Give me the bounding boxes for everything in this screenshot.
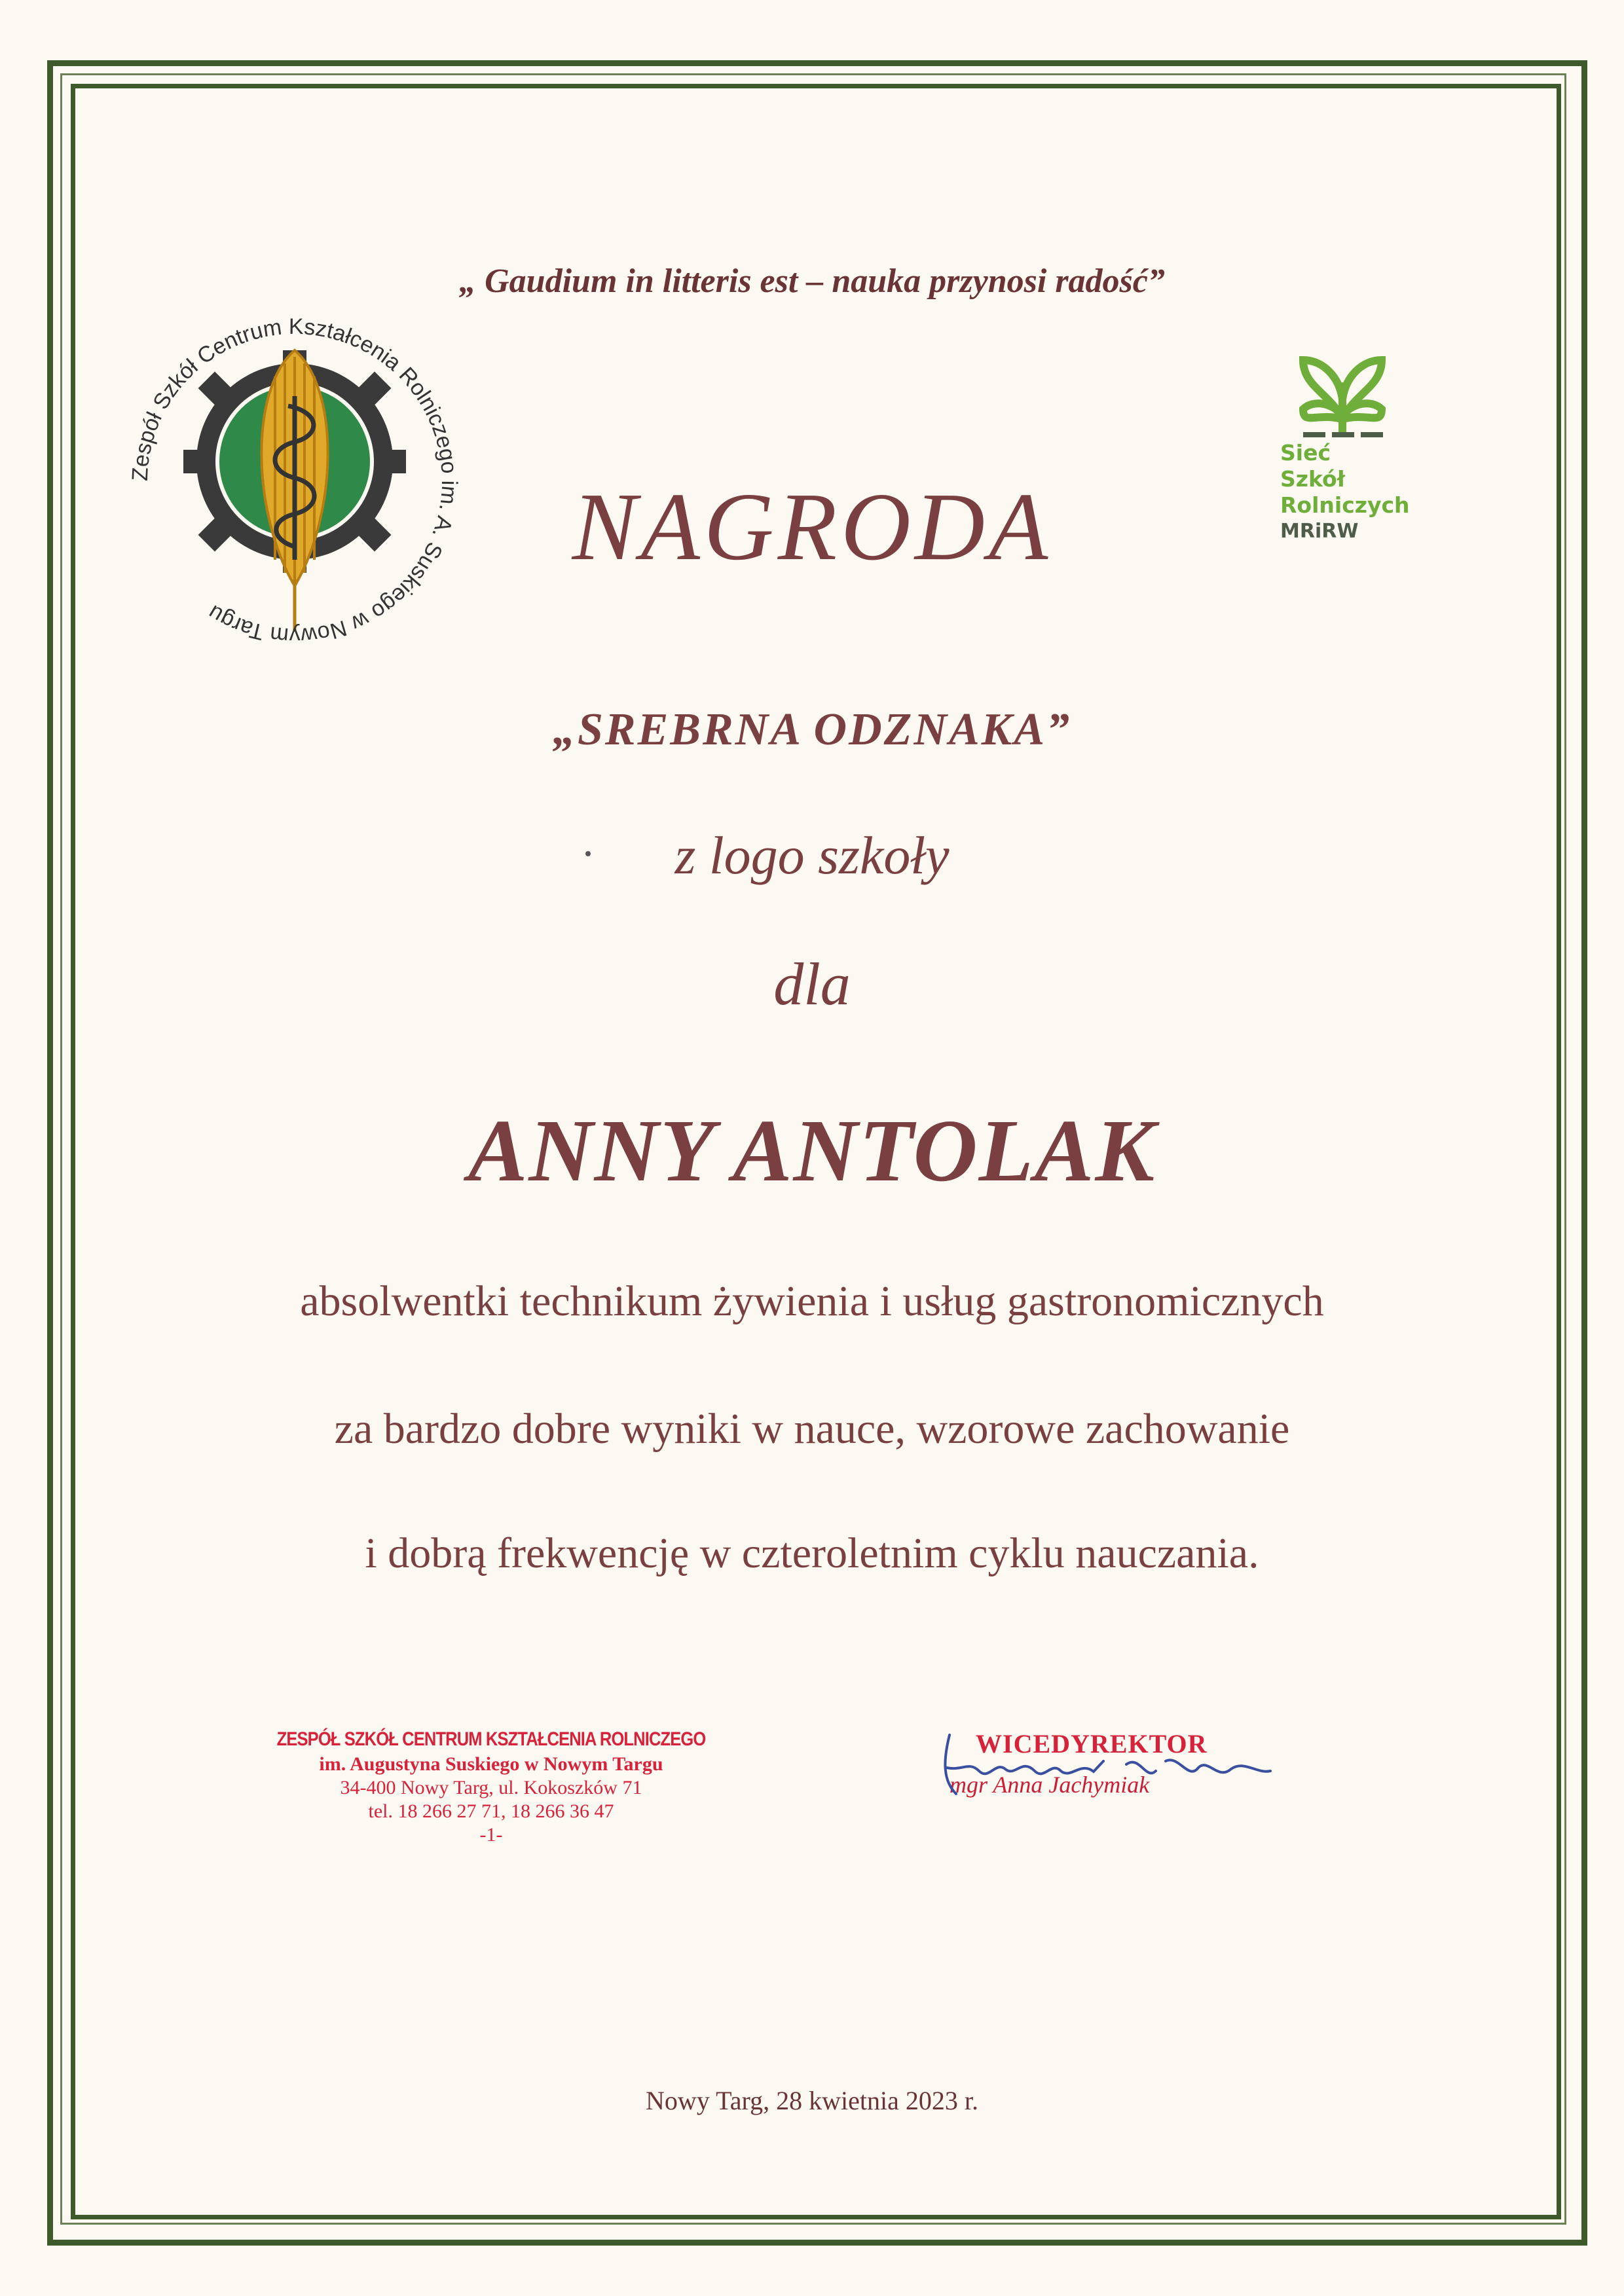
stamp-line-2: im. Augustyna Suskiego w Nowym Targu	[319, 1753, 663, 1775]
recipient-name: ANNY ANTOLAK	[468, 1102, 1156, 1200]
description-line-3: i dobrą frekwencję w czteroletnim cyklu nauczania.	[365, 1529, 1259, 1577]
signatory-role: WICEDYREKTOR	[976, 1729, 1208, 1758]
with-logo-text: z logo szkoły	[674, 826, 950, 885]
motto: „ Gaudium in litteris est – nauka przynosi radość”	[459, 263, 1165, 300]
stamp-line-4: tel. 18 266 27 71, 18 266 36 47	[368, 1800, 614, 1822]
signatory-name: mgr Anna Jachymiak	[950, 1772, 1150, 1798]
award-name: „SREBRNA ODZNAKA”	[552, 704, 1072, 755]
for-word: dla	[773, 951, 851, 1017]
network-logo-line2: Szkół	[1280, 466, 1345, 492]
description-line-1: absolwentki technikum żywienia i usług gastronomicznych	[300, 1277, 1324, 1325]
seal-ring-text: Zespół Szkół Centrum Kształcenia Rolniczego im. A. Suskiego w Nowym Targu	[127, 314, 462, 649]
network-logo-line3: Rolniczych	[1280, 492, 1410, 518]
stamp-line-3: 34-400 Nowy Targ, ul. Kokoszków 71	[340, 1777, 642, 1798]
award-title: NAGRODA	[572, 473, 1052, 581]
network-logo-line4: MRiRW	[1280, 520, 1359, 543]
network-logo-line1: Sieć	[1280, 440, 1331, 465]
handwritten-signature	[930, 1709, 1297, 1840]
description-line-2: za bardzo dobre wyniki w nauce, wzorowe zachowanie	[334, 1405, 1290, 1453]
school-stamp	[216, 1728, 766, 1846]
place-and-date: Nowy Targ, 28 kwietnia 2023 r.	[646, 2086, 978, 2115]
stamp-line-1: ZESPÓŁ SZKÓŁ CENTRUM KSZTAŁCENIA ROLNICZEGO	[276, 1728, 706, 1750]
stamp-line-5: -1-	[479, 1824, 503, 1846]
